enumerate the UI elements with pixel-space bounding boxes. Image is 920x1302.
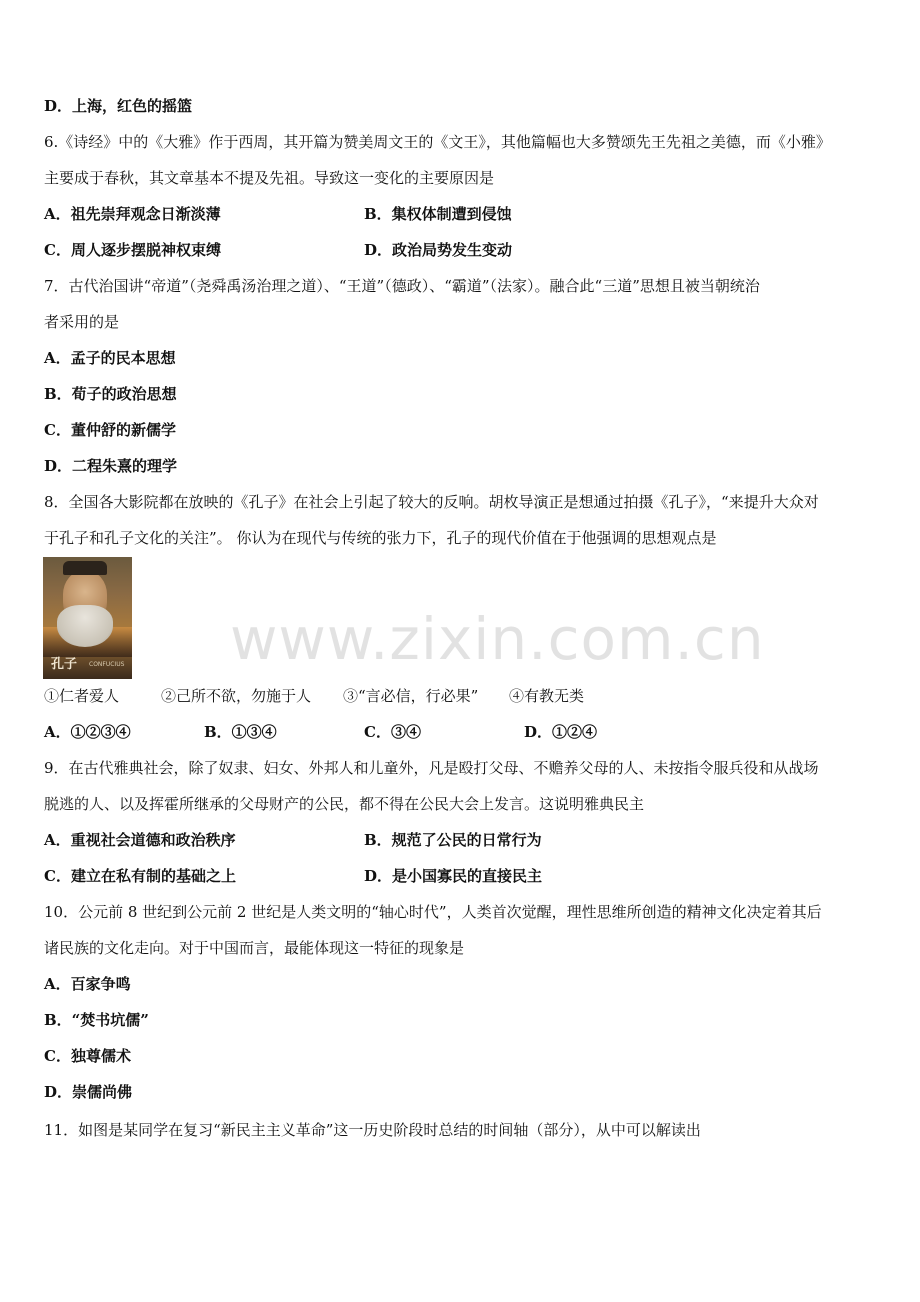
q10-option-a: A．百家争鸣 bbox=[44, 975, 131, 993]
q9-stem-line2: 脱逃的人、以及挥霍所继承的父母财产的公民，都不得在公民大会上发言。这说明雅典民主 bbox=[44, 795, 645, 813]
q10-option-d: D．崇儒尚佛 bbox=[44, 1083, 133, 1101]
poster-subtitle: CONFUCIUS bbox=[89, 661, 125, 668]
q7-stem-line1: 7．古代治国讲“帝道”（尧舜禹汤治理之道）、“王道”（德政）、“霸道”（法家）。融合此“三道”思想且被当朝统治 bbox=[44, 277, 760, 295]
q6-option-b: B．集权体制遭到侵蚀 bbox=[364, 205, 512, 223]
poster-hat bbox=[63, 561, 107, 575]
q7-option-c: C．董仲舒的新儒学 bbox=[44, 421, 176, 439]
q10-stem-line1: 10．公元前 8 世纪到公元前 2 世纪是人类文明的“轴心时代”，人类首次觉醒，理性思维所创造的精神文化决定着其后 bbox=[44, 903, 822, 921]
q7-option-a: A．孟子的民本思想 bbox=[44, 349, 176, 367]
q7-stem-line2: 者采用的是 bbox=[44, 313, 120, 331]
q8-option-a: A．①②③④ bbox=[44, 723, 131, 741]
q9-stem-line1: 9．在古代雅典社会，除了奴隶、妇女、外邦人和儿童外，凡是殴打父母、不赡养父母的人、未按指令服兵役和从战场 bbox=[44, 759, 819, 777]
q11-stem-line1: 11．如图是某同学在复习“新民主主义革命”这一历史阶段时总结的时间轴（部分），从中可以解读出 bbox=[44, 1121, 701, 1139]
q8-stem-line1: 8．全国各大影院都在放映的《孔子》在社会上引起了较大的反响。胡枚导演正是想通过拍摄《孔子》，“来提升大众对 bbox=[44, 493, 819, 511]
q6-option-a: A．祖先崇拜观念日渐淡薄 bbox=[44, 205, 221, 223]
poster-title: 孔子 bbox=[51, 657, 78, 672]
q8-item-4: ④有教无类 bbox=[509, 687, 585, 705]
q10-option-c: C．独尊儒术 bbox=[44, 1047, 131, 1065]
q6-option-c: C．周人逐步摆脱神权束缚 bbox=[44, 241, 221, 259]
q10-option-b: B．“焚书坑儒” bbox=[44, 1011, 149, 1029]
q7-option-b: B．荀子的政治思想 bbox=[44, 385, 177, 403]
q9-option-c: C．建立在私有制的基础之上 bbox=[44, 867, 236, 885]
q8-item-1: ①仁者爱人 bbox=[44, 687, 120, 705]
q6-stem-line1: 6.《诗经》中的《大雅》作于西周，其开篇为赞美周文王的《文王》，其他篇幅也大多赞颂先王先祖之美德，而《小雅》 bbox=[44, 133, 831, 151]
q8-item-2: ②己所不欲，勿施于人 bbox=[161, 687, 312, 705]
q8-stem-line2: 于孔子和孔子文化的关注”。 你认为在现代与传统的张力下，孔子的现代价值在于他强调的思想观点是 bbox=[44, 529, 717, 547]
q10-stem-line2: 诸民族的文化走向。对于中国而言，最能体现这一特征的现象是 bbox=[44, 939, 465, 957]
q7-option-d: D．二程朱熹的理学 bbox=[44, 457, 178, 475]
watermark: www.zixin.com.cn bbox=[230, 605, 765, 673]
q6-stem-line2: 主要成于春秋，其文章基本不提及先祖。导致这一变化的主要原因是 bbox=[44, 169, 495, 187]
q5-option-d: D．上海，红色的摇篮 bbox=[44, 97, 193, 115]
q6-option-d: D．政治局势发生变动 bbox=[364, 241, 513, 259]
q8-item-3: ③“言必信，行必果” bbox=[343, 687, 479, 705]
q8-option-c: C．③④ bbox=[364, 723, 421, 741]
q9-option-b: B．规范了公民的日常行为 bbox=[364, 831, 542, 849]
q9-option-a: A．重视社会道德和政治秩序 bbox=[44, 831, 236, 849]
confucius-movie-poster bbox=[43, 557, 132, 679]
q8-option-d: D．①②④ bbox=[524, 723, 598, 741]
q9-option-d: D．是小国寡民的直接民主 bbox=[364, 867, 543, 885]
q8-option-b: B．①③④ bbox=[204, 723, 277, 741]
poster-beard bbox=[57, 605, 113, 647]
